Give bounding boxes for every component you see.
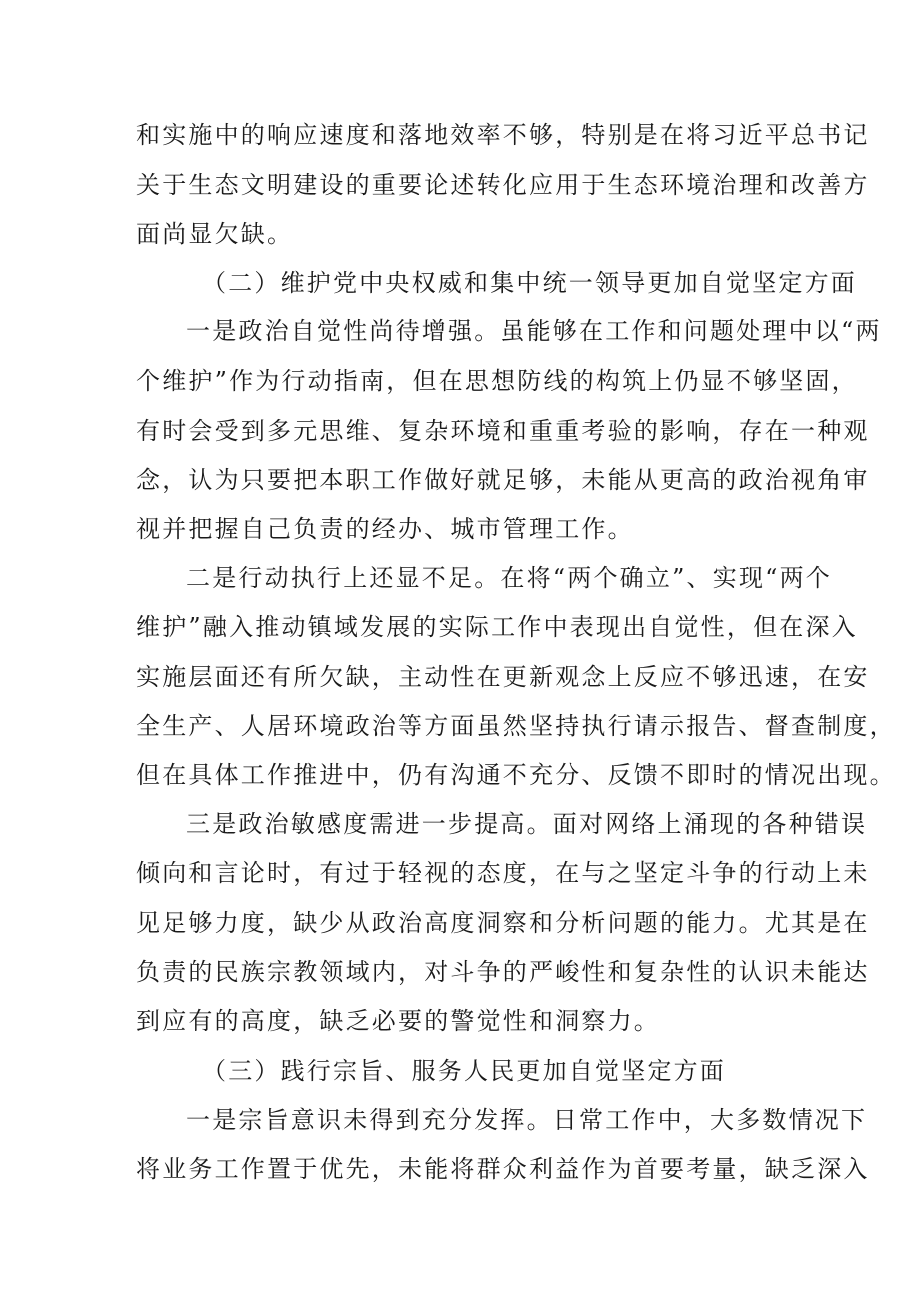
paragraph-line: 但在具体工作推进中，仍有沟通不充分、反馈不即时的情况出现。 — [136, 761, 896, 789]
paragraph-line: 倾向和言论时，有过于轻视的态度，在与之坚定斗争的行动上未 — [136, 859, 870, 887]
paragraph-line: 实施层面还有所欠缺，主动性在更新观念上反应不够迅速，在安 — [136, 663, 870, 691]
paragraph-line: 和实施中的响应速度和落地效率不够，特别是在将习近平总书记 — [136, 121, 870, 149]
paragraph-line: 视并把握自己负责的经办、城市管理工作。 — [136, 515, 634, 543]
paragraph-line: 念，认为只要把本职工作做好就足够，未能从更高的政治视角审 — [136, 466, 870, 494]
section-heading: （二）维护党中央权威和集中统一领导更加自觉坚定方面 — [202, 269, 857, 297]
paragraph-line: 有时会受到多元思维、复杂环境和重重考验的影响，存在一种观 — [136, 417, 870, 445]
paragraph-line: 见足够力度，缺少从政治高度洞察和分析问题的能力。尤其是在 — [136, 909, 870, 937]
paragraph-line: 个维护”作为行动指南，但在思想防线的构筑上仍显不够坚固， — [136, 367, 858, 395]
paragraph-line: 三是政治敏感度需进一步提高。面对网络上涌现的各种错误 — [186, 810, 868, 838]
paragraph-line: 一是政治自觉性尚待增强。虽能够在工作和问题处理中以“两 — [186, 317, 882, 345]
section-heading: （三）践行宗旨、服务人民更加自觉坚定方面 — [202, 1057, 726, 1085]
paragraph-line: 全生产、人居环境政治等方面虽然坚持执行请示报告、督查制度， — [136, 712, 896, 740]
paragraph-line: 到应有的高度，缺乏必要的警觉性和洞察力。 — [136, 1007, 660, 1035]
paragraph-line: 关于生态文明建设的重要论述转化应用于生态环境治理和改善方 — [136, 171, 870, 199]
paragraph-line: 维护”融入推动镇域发展的实际工作中表现出自觉性，但在深入 — [136, 613, 858, 641]
paragraph-line: 将业务工作置于优先，未能将群众利益作为首要考量，缺乏深入 — [136, 1155, 870, 1183]
paragraph-line: 一是宗旨意识未得到充分发挥。日常工作中，大多数情况下 — [186, 1106, 868, 1134]
paragraph-line: 二是行动执行上还显不足。在将“两个确立”、实现“两个 — [186, 564, 833, 592]
paragraph-line: 负责的民族宗教领域内，对斗争的严峻性和复杂性的认识未能达 — [136, 958, 870, 986]
paragraph-line: 面尚显欠缺。 — [136, 220, 294, 248]
